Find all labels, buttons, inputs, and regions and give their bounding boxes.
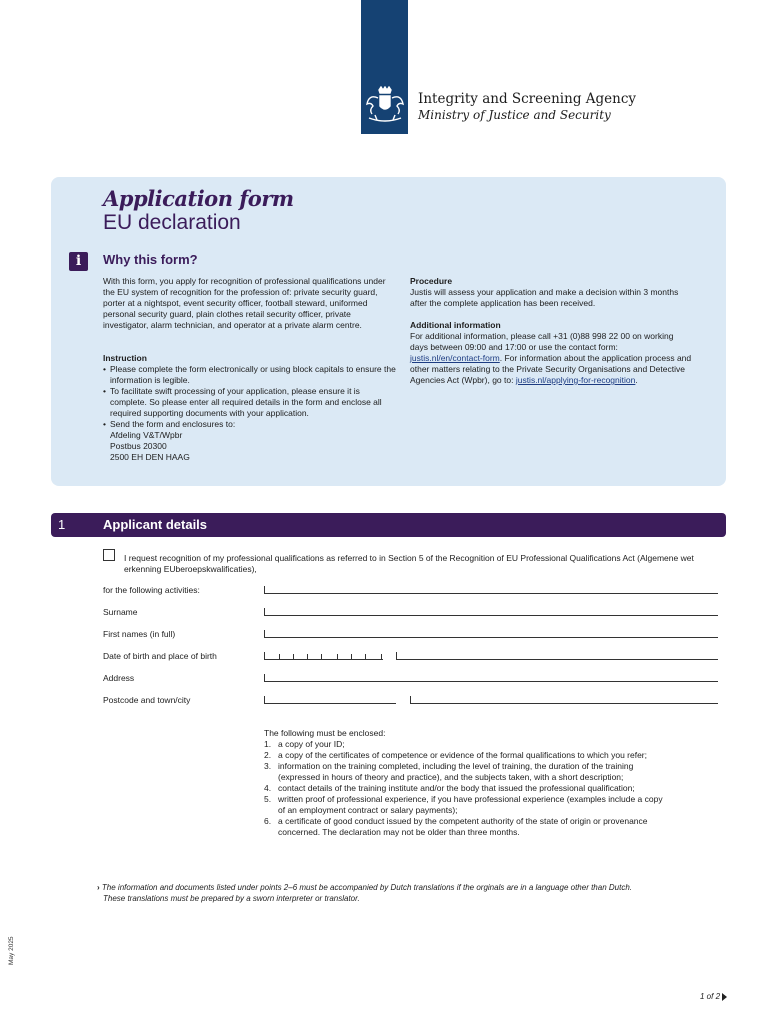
address-line: Postbus 20300: [110, 441, 167, 451]
additional-info-part: For additional information, please call +31 (0)88 998 22 00 on working days between 09:00 and 17:00 or use the contact form:: [410, 331, 674, 352]
ministry-name: Ministry of Justice and Security: [418, 108, 611, 122]
instruction-item: • Send the form and enclosures to:: [103, 419, 397, 430]
form-subtitle: EU declaration: [103, 211, 241, 234]
additional-info-heading: Additional information: [410, 320, 501, 330]
why-text: With this form, you apply for recognition of professional qualifications under the EU system of recognition for the profession of: private security guard, porter at a nightspot, event security officer, football steward, uniformed personal security guard, plain clothes retail security officer, private investigator, alarm technician, and operator at a private alarm centre.: [103, 276, 386, 330]
edition-date: May 2025: [8, 936, 15, 965]
address-label: Address: [103, 673, 135, 683]
procedure-text: Justis will assess your application and make a decision within 3 months after the complete application has been received.: [410, 287, 679, 308]
enclosed-item: 5. written proof of professional experience, if you have professional experience (examples include a copy of an employment contract or salary payments);: [264, 794, 663, 815]
next-page-icon[interactable]: [722, 993, 727, 1001]
mailing-address: [110, 430, 190, 463]
city-field[interactable]: [410, 696, 718, 704]
section-title: Applicant details: [103, 517, 208, 532]
instruction-item: • To facilitate swift processing of your application, please ensure it is complete. So please enter all required details in the form and enclose all required supporting documents with your application.: [103, 386, 397, 419]
surname-label: Surname: [103, 607, 138, 617]
translation-note-line: These translations must be prepared by a sworn interpreter or translator.: [103, 894, 360, 903]
first-names-field[interactable]: [264, 630, 718, 638]
contact-form-link[interactable]: justis.nl/en/contact-form: [410, 353, 500, 363]
enclosed-item: 2. a copy of the certificates of competence or evidence of the formal qualifications to which you refer;: [264, 750, 647, 760]
procedure-heading: Procedure: [410, 276, 453, 286]
additional-info-text: [410, 331, 692, 386]
date-of-birth-field[interactable]: [264, 652, 383, 660]
agency-name: Integrity and Screening Agency: [418, 91, 637, 107]
postcode-city-label: Postcode and town/city: [103, 695, 191, 705]
why-heading: Why this form?: [103, 252, 198, 267]
first-names-label: First names (in full): [103, 629, 176, 639]
address-field[interactable]: [264, 674, 718, 682]
address-line: 2500 EH DEN HAAG: [110, 452, 190, 462]
additional-info-part: .: [635, 375, 638, 385]
postcode-field[interactable]: [264, 696, 396, 704]
additional-info-part: . For information about the application process and other matters relating to the Private Security Organisations and Detective Agencies Act (Wpbr), go to:: [410, 353, 692, 385]
consent-text: I request recognition of my professional qualifications as referred to in Section 5 of the Recognition of EU Professional Qualifications Act (Algemene wet erkenning EUberoepskwalificaties),: [124, 553, 694, 574]
address-line: Afdeling V&T/Wpbr: [110, 430, 183, 440]
consent-checkbox[interactable]: [103, 549, 115, 561]
info-icon: i: [69, 252, 88, 271]
surname-field[interactable]: [264, 608, 718, 616]
instruction-list: [103, 364, 397, 430]
enclosed-item: 3. information on the training completed, including the level of training, the duration of the training (expressed in hours of theory and practice), and the subjects taken, with a short description;: [264, 761, 634, 782]
translation-note: [97, 882, 697, 904]
page-number: 1 of 2: [700, 992, 721, 1001]
instruction-item: • Please complete the form electronically or using block capitals to ensure the information is legible.: [103, 364, 397, 386]
enclosed-item: 4. contact details of the training institute and/or the body that issued the professional qualification;: [264, 783, 635, 793]
enclosed-list: [264, 739, 664, 838]
recognition-link[interactable]: justis.nl/applying-for-recognition: [515, 375, 636, 385]
form-title: Application form: [103, 186, 294, 211]
instruction-heading: Instruction: [103, 353, 147, 363]
activities-field[interactable]: [264, 586, 718, 594]
translation-note-line: › The information and documents listed under points 2–6 must be accompanied by Dutch translations if the orginals are in a language other than Dutch.: [97, 883, 632, 892]
chevron-right-icon: ›: [97, 883, 100, 892]
enclosed-intro: The following must be enclosed:: [264, 728, 386, 738]
activities-label: for the following activities:: [103, 585, 200, 595]
enclosed-item: 1. a copy of your ID;: [264, 739, 345, 749]
place-of-birth-field[interactable]: [396, 652, 718, 660]
section-number: 1: [58, 517, 66, 532]
coat-of-arms-icon: [363, 86, 407, 126]
enclosed-item: 6. a certificate of good conduct issued by the competent authority of the state of origin or provenance concerned. The declaration may not be older than three months.: [264, 816, 648, 837]
dob-place-label: Date of birth and place of birth: [103, 651, 217, 661]
